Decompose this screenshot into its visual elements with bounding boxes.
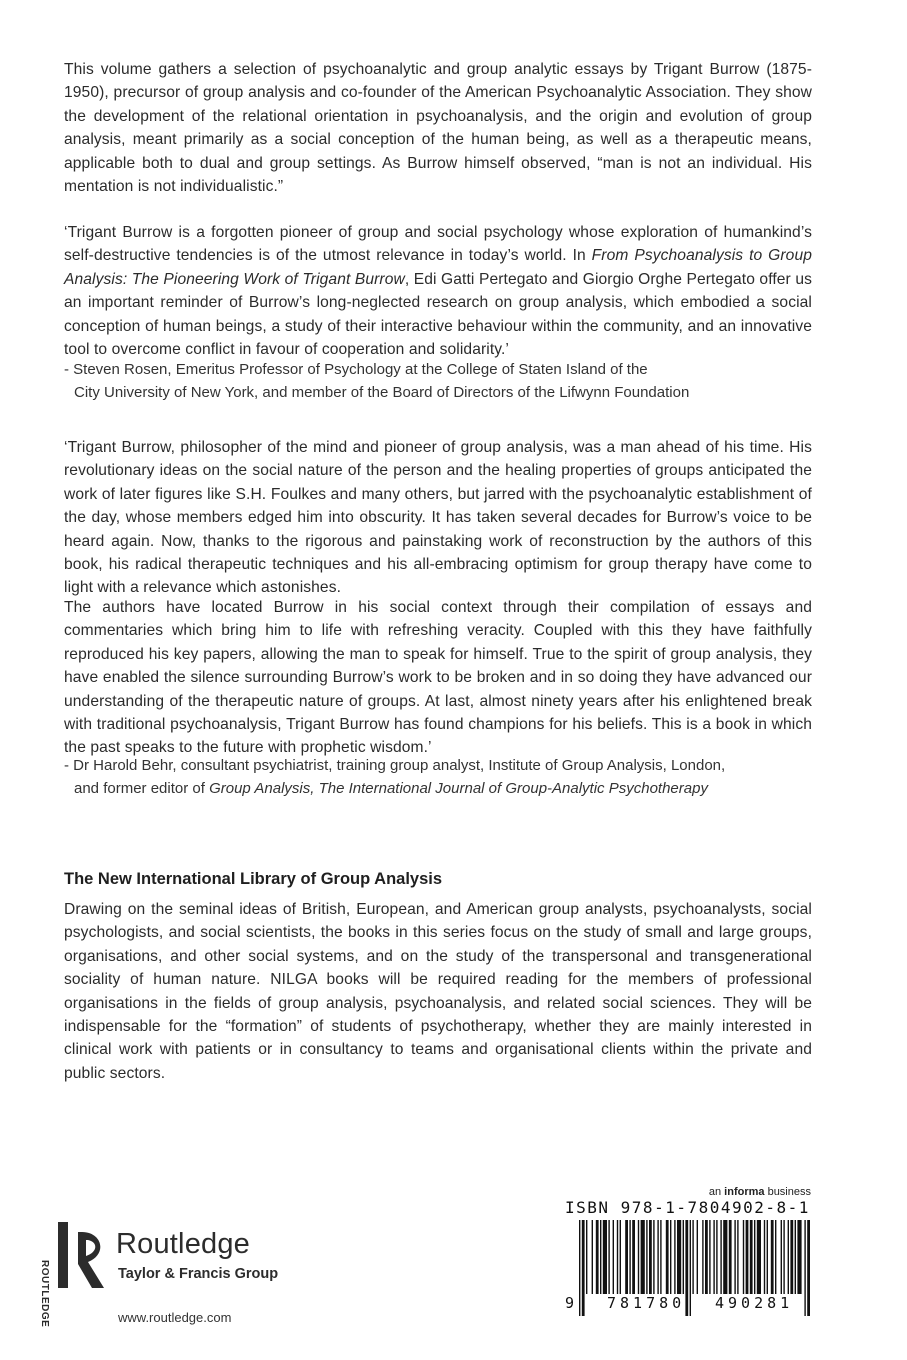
barcode-bar xyxy=(674,1220,675,1294)
publisher-url[interactable]: www.routledge.com xyxy=(118,1310,232,1325)
barcode-bar xyxy=(790,1220,793,1294)
barcode-bar xyxy=(617,1220,618,1294)
barcode-bar xyxy=(586,1220,587,1294)
barcode-bar xyxy=(797,1220,801,1294)
barcode-bar xyxy=(734,1220,735,1294)
barcode-bar xyxy=(720,1220,721,1294)
series-description: Drawing on the seminal ideas of British, European, and American group analysts, psychoanalysts, social psychologists, and social scientists, the books in this series focus on the study of small and large groups, organisations, and other social systems, and on the study of the transpersonal and transgenerational sociality of human nature. NILGA books will be required reading for the members of professional organisations in the fields of group analysis, psychoanalysis, and related social sciences. They will be indispensable for the “formation” of students of psychotherapy, whether they are mainly interested in clinical work with patients or in consultancy to teams and organisational clients within the private and public sectors. xyxy=(64,901,812,1082)
barcode-bar xyxy=(649,1220,652,1294)
barcode-bar xyxy=(653,1220,654,1294)
barcode-bar xyxy=(646,1220,647,1294)
barcode-bar xyxy=(775,1220,776,1294)
vertical-logo-text: ROUTLEDGE xyxy=(39,1260,50,1328)
barcode-numbers: 9 781780 490281 xyxy=(565,1294,794,1312)
barcode-bar xyxy=(677,1220,681,1294)
barcode-bar xyxy=(705,1220,708,1294)
barcode-bar xyxy=(632,1220,635,1294)
barcode-bar xyxy=(702,1220,703,1294)
barcode-bar xyxy=(771,1220,774,1294)
barcode-bar xyxy=(641,1220,645,1294)
barcode-bar xyxy=(729,1220,732,1294)
review-2-attribution: - Dr Harold Behr, consultant psychiatrist, training group analyst, Institute of Group Analysis, London, and former editor of Group Analysis, The International Journal of Group-Analytic Psychotherapy xyxy=(64,757,726,798)
barcode-bar xyxy=(625,1220,628,1294)
barcode-bar xyxy=(629,1220,630,1294)
barcode-bar xyxy=(670,1220,671,1294)
blurb-paragraph xyxy=(64,58,812,198)
barcode-bar xyxy=(666,1220,669,1294)
publisher-name: Routledge xyxy=(116,1228,251,1260)
barcode-bar xyxy=(723,1220,727,1294)
barcode-bar xyxy=(600,1220,601,1294)
review-1-text: ‘Trigant Burrow is a forgotten pioneer of group and social psychology whose exploration of humankind’s self-destructive tendencies is of the utmost relevance in today’s world. In From Psychoanalysis to Group Analysis: The Pioneering Work of Trigant Burrow, Edi Gatti Pertegato and Giorgio Orghe Pertegato offer us an important reminder of Burrow’s long-neglected research on group analysis, which embodied a social conception of human beings, a study of their interactive behaviour within the community, and an innovative tool to overcome conflict in favour of cooperation and solidarity.’ xyxy=(64,224,813,359)
barcode-bar xyxy=(795,1220,796,1294)
barcode-bar xyxy=(709,1220,710,1294)
barcode-bar xyxy=(596,1220,599,1294)
review-2-paragraph-2: The authors have located Burrow in his social context through their compilation of essays and commentaries which bring him to life with refreshing veracity. Coupled with this they have faithfully reproduced his key papers, allowing the man to speak for himself. True to the spirit of group analysis, they have enabled the silence surrounding Burrow’s work to be broken and in so doing they have advanced our understanding of the therapeutic nature of groups. At last, almost ninety years after his enlightened break with traditional psychoanalysis, Trigant Burrow has found champions for his beliefs. This is a book in which the past speaks to the future with prophetic wisdom.’ xyxy=(64,599,812,757)
barcode-bar xyxy=(743,1220,744,1294)
barcode-bar xyxy=(608,1220,609,1294)
routledge-logo-icon xyxy=(58,1222,118,1292)
barcode-bar xyxy=(783,1220,784,1294)
barcode-bar xyxy=(638,1220,639,1294)
barcode-bar xyxy=(767,1220,768,1294)
barcode-bar xyxy=(788,1220,789,1294)
barcode-bar xyxy=(683,1220,684,1294)
barcode-bar xyxy=(781,1220,782,1294)
barcode-bar xyxy=(754,1220,755,1294)
barcode-bar xyxy=(692,1220,693,1294)
review-2-paragraph-1: ‘Trigant Burrow, philosopher of the mind and pioneer of group analysis, was a man ahead of his time. His revolutionary ideas on the social nature of the person and the healing properties of groups anticipated the work of later figures like S.H. Foulkes and many others, but jarred with the psychoanalytic establishment of the day, whose members edged him into obscurity. It has taken several decades for Burrow’s voice to be heard again. Now, thanks to the rigorous and painstaking work of reconstruction by the authors of this book, his radical therapeutic techniques and his all-embracing optimism for group therapy have come to light with a relevance which astonishes. xyxy=(64,439,812,597)
series-heading: The New International Library of Group Analysis xyxy=(64,870,443,888)
barcode-bar xyxy=(613,1220,614,1294)
book-title: From Psychoanalysis to Group Analysis: The Pioneering Work of Trigant Burrow xyxy=(64,247,813,288)
publisher-group: Taylor & Francis Group xyxy=(118,1266,279,1282)
barcode-bar xyxy=(603,1220,607,1294)
barcode-bar xyxy=(746,1220,749,1294)
isbn-label: ISBN 978-1-7804902-8-1 xyxy=(565,1198,810,1217)
barcode-bar xyxy=(716,1220,717,1294)
barcode-bar xyxy=(750,1220,753,1294)
barcode-bar xyxy=(764,1220,765,1294)
review-1-attribution: - Steven Rosen, Emeritus Professor of Psychology at the College of Staten Island of the City University of New York, and member of the Board of Directors of the Lifwynn Foundation xyxy=(64,361,690,402)
publisher-logo xyxy=(39,1222,298,1328)
review-1 xyxy=(64,221,812,361)
barcode-bar xyxy=(737,1220,738,1294)
barcode-bar xyxy=(660,1220,661,1294)
informa-tagline: an informa business xyxy=(708,1186,811,1198)
barcode-bar xyxy=(657,1220,658,1294)
barcode-bar xyxy=(757,1220,761,1294)
barcode-bar xyxy=(697,1220,698,1294)
barcode-bar xyxy=(592,1220,593,1294)
barcode-bar xyxy=(620,1220,621,1294)
barcode-bar xyxy=(713,1220,714,1294)
journal-title: Group Analysis, The International Journal of Group-Analytic Psychotherapy xyxy=(209,780,708,798)
blurb-text: This volume gathers a selection of psychoanalytic and group analytic essays by Trigant Burrow (1875-1950), precursor of group analysis and co-founder of the American Psychoanalytic Association. They show the development of the relational orientation in psychoanalysis, and the origin and evolution of group analysis, meant primarily as a social conception of the human being, as well as a therapeutic means, applicable both to dual and group settings. As Burrow himself observed, “man is not an individual. His mentation is not individualistic.” xyxy=(64,61,812,196)
